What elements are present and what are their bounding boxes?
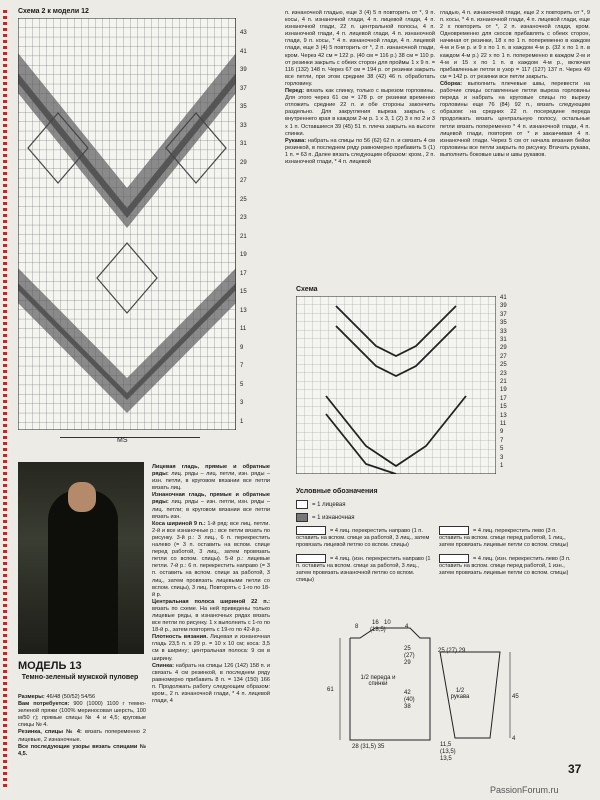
legend-cross-left [296,526,431,584]
spec-text: вязать попеременно 2 лицевые, 2 изнаночные. [18,729,146,743]
mid-text: вязать по схеме. На ней приведены только лицевые ряды, в изнаночных рядах вязать все петли по рисунку. 1 х выполнить с 1-го по 18-й р., затем повторять с 19-го по 42-й р. [152,605,270,634]
mid-label: Плотность вязания. [152,634,211,641]
legend-knit: = 1 лицевая [296,500,586,509]
chart-row-number: 7 [240,363,244,369]
chart-row-number: 11 [240,326,247,332]
mid-label: Коса шириной 9 п.: [152,520,208,527]
cross-left-symbol [439,526,469,535]
spec-label: Резинка, спицы № 4: [18,729,85,736]
scheme-row-number: 27 [500,353,507,360]
page-number: 37 [568,762,582,776]
dim-bottom-w: 28 (31,5) 35 [352,744,385,750]
scheme-row-number: 5 [500,446,504,453]
chart-row-number: 17 [240,270,247,277]
dim-h38: 38 [404,704,411,710]
mid-text: лиц. ряды – лиц. петли, изн. ряды – изн. петли, в круговом вязании все петли вязать лиц. [152,471,270,492]
cross-right-purl-symbol [296,554,326,563]
scheme-row-number: 21 [500,379,507,385]
margin-decoration [3,10,7,790]
scheme-row-number: 3 [500,454,504,461]
dim-h61: 61 [327,687,334,693]
chart-row-number: 43 [240,30,247,36]
dim-sl-bot: 11,5 [440,742,452,748]
dim-sl-h4: 4 [512,736,516,742]
scheme-row-number: 15 [500,404,507,411]
scheme-chart [296,295,507,474]
knitting-chart-2-svg [18,18,236,430]
dim-h42: 42 [404,690,411,696]
text-column-2 [440,10,590,159]
chart-title: Схема 2 к модели 12 [18,8,89,15]
scheme-row-number: 23 [500,370,507,377]
chart-row-number: 27 [240,178,247,184]
dim-sl-bot2: (13,5) [440,749,456,755]
scheme-row-number: 19 [500,387,507,394]
sborka-label: Сборка: [440,80,463,87]
chart-row-number: 25 [240,196,247,203]
photo-face [68,482,96,512]
chart-row-number: 33 [240,122,247,129]
spec-label: Все последующие узоры вязать спицами № 4,5. [18,743,146,757]
chart-row-number: 21 [240,233,247,240]
ms-label: MS [117,437,128,444]
dim-top-a: 8 [355,624,359,630]
dim-h40: (40) [404,697,415,703]
model-subtitle: Темно-зеленый мужской пуловер [21,674,139,681]
scheme-row-number: 25 [500,362,507,369]
scheme-row-number: 13 [500,412,507,419]
legend-cross1: = 4 лиц. перекрестить направо (1 п. оставить на вспом. спице за работой, 3 лиц., затем провязать лицевой петлю со вспом. спицы) [296,527,430,548]
legend-purl: = 1 изнаночная [296,513,586,522]
front-label: 1/2 переда и спинки [360,675,396,687]
scheme-row-number: 29 [500,345,507,352]
model-title: МОДЕЛЬ 13 [18,660,82,672]
photo-figure [48,490,118,654]
chart-row-number: 3 [240,400,244,406]
scheme-row-number: 17 [500,395,507,402]
scheme-row-number: 37 [500,311,507,318]
perod-text: вязать как спинку, только с вырезом горловины. Для этого через 61 см = 178 р. от резинки временно отложить средние 22 п. и обе стороны закончить раздельно. Для закругления выреза закрыть с внутреннего края в каждом 2-м р. 1 х 3, 1 (2) 3 х по 2 и 3 х 1 п. Оставшиеся 39 (45) 51 п. плеча закрыть на высоте спинки. [285,88,435,137]
scheme-row-number: 39 [500,303,507,310]
legend-cross4: = 4 лиц. (изн. перекрестить лево (3 п. оставить на вспом. спице перед работой, 1 изн., затем провязать лицевые петли со вспом. спицы) [439,555,571,576]
chart-row-number: 39 [240,67,247,73]
mid-label: Лицевая гладь, прямые и обратные ряды: [152,464,270,478]
dim-top-b: 16 [372,620,379,626]
chart-row-number: 1 [240,418,244,425]
scheme-row-number: 11 [500,421,507,427]
mid-text: набрать на спицы 126 (142) 158 п. и связать 4 см резинкой, в последнем ряду равномерно прибавить 8 п. = 134 (150) 166 п. Продолжать работу следующим образом: кром., 2 п. изнаночной глади, * 4 п. лицевой глади, 4 [152,662,270,705]
purl-symbol [296,513,308,522]
chart-row-number: 19 [240,252,247,258]
model-photo [18,462,144,654]
sleeve-label: 1/2 рукава [450,688,470,700]
spec-label: Вам потребуется: [18,701,74,708]
cross-right-symbol [296,526,326,535]
scheme-row-number: 7 [500,437,504,444]
chart-row-number: 31 [240,141,247,147]
chart-row-number: 41 [240,48,247,55]
rukava-label: Рукава: [285,137,307,144]
spec-label: Размеры: [18,694,47,700]
text-column-mid [152,464,270,705]
mid-label: Изнаночная гладь, прямые и обратные ряды: [152,492,270,506]
mid-text: 1-й ряд: все лиц. петли. 2-й и все изнаночные р.: все петли вязать по рисунку. 3-й р.: 3 лиц., 6 п. перекрестить налево (= 3 п. оставить на вспом. спице перед работой, 3 лиц., затем провязать петли со вспом. спицы). 5-й р.: лицевые петли. 7-й р.: 6 п. перекрестить направо (= 3 п. оставить на вспом. спице за работой, 3 лиц., затем провязать лицевыми петли со вспом. спицы), 3 лиц. Повторять с 1-го по 18-й р. [152,520,270,598]
scheme-title: Схема [296,286,318,293]
text-bottom-left [18,694,146,758]
rukava-text: набрать на спицы по 56 (62) 62 п. и связать 4 см резинкой, в последнем ряду равномерно прибавить 5 (1) 1 п. = 63 п. Далее вязать следующим образом: кром., 2 п. изнаночной глади, * 4 п. лицевой [285,137,435,165]
legend-title: Условные обозначения [296,488,378,495]
dim-top-c2: (18,5) [370,627,386,633]
col1-text: п. изнаночной гладью, еще 3 (4) 5 п повторить от *, 9 п. косы, 4 п. изнаночной глади, 4 п. лицевой глади, 4 п. изнаночной глади, 22 п. центральной полосы, 4 п. изнаночной глади, 4 п. лицевой глади, 4 п. изнаночной глади, 9 п. косы, * 4 п. изнаночной глади, 4 п. лицевой глади, еще 3 (4) 5 повторить от *, 2 п. изнаночной глади, кром. Через 42 см = 122 р. (40 см = 116 р.) 38 см = 110 р. от резинки закрыть с обеих сторон для проймы 1 х 9 п. = 116 (132) 148 п. Через 67 см = 194 р. от резинки закрыть все петли, при этом средние 38 (42) 46 п. обработать горловину. [285,10,435,87]
dim-side-25: 25 [404,646,411,652]
text-column-1 [285,10,435,166]
chart-row-number: 13 [240,307,247,314]
legend-cross-right [439,526,581,584]
legend-cross-row [296,526,586,584]
dim-side-29: 29 [404,660,411,666]
ms-marker [60,437,200,438]
spec-text: 900 (1000) 1100 г темно-зеленой пряжи (100% мериносовая шерсть, 100 м/50 г); прямые спицы № 4 и 4,5; круговые спицы № 4. [18,701,147,729]
cross-left-purl-symbol [439,554,469,563]
dim-sl-h45: 45 [512,694,519,700]
chart-row-number: 9 [240,344,244,351]
chart-row-number: 37 [240,85,247,92]
mid-label: Спинка: [152,662,176,669]
legend-cross2: = 4 лиц. (изн. перекрестить направо (1 п. оставить на вспом. спице за работой, 3 лиц., затем провязать изнаночной петлю со вспом. спицы) [296,555,431,583]
legend [296,488,586,584]
spec-text: 46/48 (50/52) 54/56 [46,694,96,700]
col2-text: гладью, 4 п. изнаночной глади, еще 2 х повторить от *, 9 п. косы, * 4 п. изнаночной глади, 4 п. лицевой глади, еще 2 х повторить от *, 2 п. изнаночной глади, кром. Одновременно для скосов прибавлять с обеих сторон, начиная от резинки, 18 х по 1 п. попеременно в каждом 4-м и 6-м р. и 9 х по 1 п. в каждом 4-м р. (32 х по 1 п. в каждом 4-м р.) 22 х по 1 п. попеременно в каждом 2-м и 4-м и 15 х по 1 п. в каждом 4-м р., включая прибавленные петли в узор = 117 (127) 137 п. Через 49 см = 142 р. от резинки все петли закрыть. [440,10,590,80]
scheme-row-number: 1 [500,463,504,469]
chart-row-number: 5 [240,381,244,388]
dim-sl-bot3: 13,5 [440,756,452,762]
perod-label: Перед: [285,88,305,95]
scheme-chart-svg [296,296,496,474]
site-watermark: PassionForum.ru [490,785,559,795]
chart-grid [18,18,236,430]
scheme-row-number: 35 [500,320,507,327]
chart-row-number: 23 [240,215,247,221]
scheme-row-number: 41 [500,295,507,301]
chart-row-number: 35 [240,104,247,110]
scheme-row-number: 33 [500,328,507,335]
dim-side-27: (27) [404,653,415,659]
scheme-row-number: 9 [500,429,504,436]
dim-top-c: 10 [384,620,391,626]
dim-sl-top: 25 (27) 29 [438,648,466,654]
mid-label: Центральная полоса шириной 22 п.: [152,598,270,605]
dim-top-d: 4 [405,624,409,630]
knit-symbol [296,500,308,509]
chart-row-number: 29 [240,159,247,166]
scheme-row-number: 31 [500,337,507,343]
chart-row-number: 15 [240,289,247,295]
knitting-chart-2 [18,18,247,430]
mid-text: лиц. ряды – изн. петли, изн. ряды – лиц. петли; в круговом вязании все петли вязать изн. [152,499,270,520]
legend-cross3: = 4 лиц. перекрестить лево (3 п. оставить на вспом. спице перед работой, 1 лиц., затем провязать лицевые петли со вспом. спицы) [439,527,569,548]
sborka-text: выполнить плечевые швы, перевести на рабочие спицы оставленные петли выреза горловины переда и набрать на круговые спицы по вырезу горловины еще 76 (84) 92 п., вязать следующим образом: на средних 22 п. посередине переда продолжать вязать центральную полосу, остальные петли вязать попеременно * 4 п. изнаночной глади, 4 п. лицевой глади, повторяя от * и заканчивая 4 п. изнаночной глади. Через 5 см от начала вязания бейки горловины все петли закрыть по рисунку. Втачать рукава, выполнить боковые швы и швы рукавов. [440,80,590,158]
mid-text: Лицевая и изнаночная гладь 23,5 п. x 29 р. = 10 x 10 см; коса: 3,5 см в ширину; центральная полоса: 9 см в ширину. [152,634,270,662]
